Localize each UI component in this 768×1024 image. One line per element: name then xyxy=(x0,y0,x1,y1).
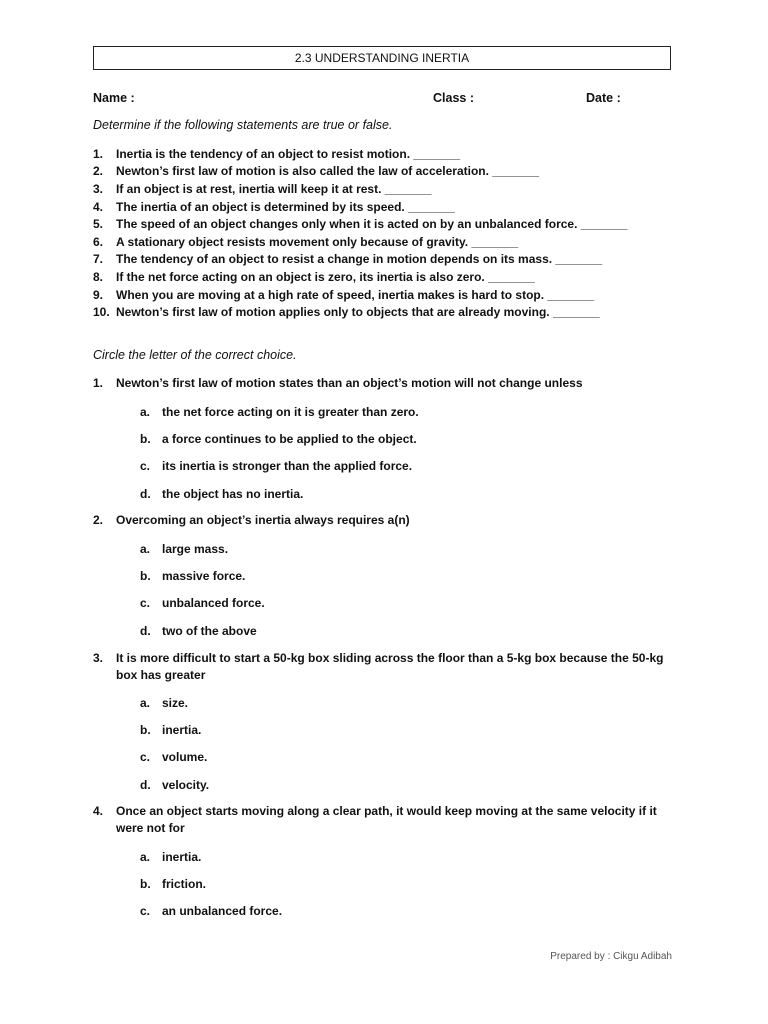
option-d[interactable] xyxy=(140,622,683,639)
item-number: 9. xyxy=(93,287,104,302)
statement-text: Newton’s first law of motion is also called the law of acceleration. _______ xyxy=(116,164,540,179)
statement-text: The tendency of an object to resist a change in motion depends on its mass. _______ xyxy=(116,252,603,267)
statement-text: The speed of an object changes only when it is acted on by an unbalanced force. _______ xyxy=(116,217,628,232)
list-item xyxy=(93,180,683,198)
option-a[interactable] xyxy=(140,694,683,711)
item-number: 2. xyxy=(93,164,104,179)
option-letter: a. xyxy=(140,541,151,556)
option-text: volume. xyxy=(162,749,208,764)
option-letter: d. xyxy=(140,486,151,501)
section1-instruction: Determine if the following statements are true or false. xyxy=(93,118,393,132)
statement-text: Inertia is the tendency of an object to resist motion. _______ xyxy=(116,146,461,161)
option-c[interactable] xyxy=(140,457,683,474)
item-number: 3. xyxy=(93,181,104,196)
option-a[interactable] xyxy=(140,403,683,420)
list-item xyxy=(93,303,683,321)
name-label: Name : xyxy=(93,91,135,105)
option-text: the object has no inertia. xyxy=(162,486,304,501)
item-number: 6. xyxy=(93,234,104,249)
option-text: the net force acting on it is greater than zero. xyxy=(162,404,419,419)
option-letter: d. xyxy=(140,777,151,792)
option-c[interactable] xyxy=(140,902,683,919)
option-letter: a. xyxy=(140,404,151,419)
option-a[interactable] xyxy=(140,540,683,557)
list-item xyxy=(93,251,683,269)
option-d[interactable] xyxy=(140,776,683,793)
item-number: 4. xyxy=(93,199,104,214)
option-letter: c. xyxy=(140,595,151,610)
option-b[interactable] xyxy=(140,875,683,892)
option-text: friction. xyxy=(162,876,206,891)
list-item xyxy=(93,286,683,304)
statement-text: When you are moving at a high rate of speed, inertia makes is hard to stop. _______ xyxy=(116,287,595,302)
question-number: 3. xyxy=(93,651,104,665)
option-letter: c. xyxy=(140,903,151,918)
option-text: large mass. xyxy=(162,541,229,556)
option-d[interactable] xyxy=(140,485,683,502)
option-text: inertia. xyxy=(162,722,202,737)
item-number: 5. xyxy=(93,217,104,232)
option-text: a force continues to be applied to the object. xyxy=(162,431,417,446)
question-4 xyxy=(93,803,683,837)
statement-text: The inertia of an object is determined by its speed. _______ xyxy=(116,199,455,214)
option-c[interactable] xyxy=(140,594,683,611)
option-b[interactable] xyxy=(140,721,683,738)
statement-text: Newton’s first law of motion applies only to objects that are already moving. _______ xyxy=(116,305,600,320)
option-letter: b. xyxy=(140,568,151,583)
list-item xyxy=(93,145,683,163)
list-item xyxy=(93,215,683,233)
list-item xyxy=(93,163,683,181)
item-number: 7. xyxy=(93,252,104,267)
list-item xyxy=(93,233,683,251)
option-text: velocity. xyxy=(162,777,210,792)
option-text: an unbalanced force. xyxy=(162,903,283,918)
option-b[interactable] xyxy=(140,567,683,584)
question-1 xyxy=(93,375,683,392)
statement-text: If the net force acting on an object is zero, its inertia is also zero. _______ xyxy=(116,269,535,284)
option-text: massive force. xyxy=(162,568,246,583)
list-item xyxy=(93,198,683,216)
option-letter: b. xyxy=(140,431,151,446)
question-number: 1. xyxy=(93,376,104,390)
option-text: size. xyxy=(162,695,189,710)
option-text: inertia. xyxy=(162,849,202,864)
question-text: Overcoming an object’s inertia always requires a(n) xyxy=(116,513,410,527)
prepared-by-footer: Prepared by : Cikgu Adibah xyxy=(550,951,672,962)
option-letter: a. xyxy=(140,849,151,864)
statement-text: A stationary object resists movement only because of gravity. _______ xyxy=(116,234,519,249)
question-number: 2. xyxy=(93,513,104,527)
question-2 xyxy=(93,512,683,529)
item-number: 8. xyxy=(93,269,104,284)
class-label: Class : xyxy=(433,91,474,105)
option-c[interactable] xyxy=(140,748,683,765)
question-text: Once an object starts moving along a clear path, it would keep moving at the same velocity if it were not for xyxy=(116,804,657,835)
item-number: 10. xyxy=(93,305,110,320)
question-text: It is more difficult to start a 50-kg box sliding across the floor than a 5-kg box because the 50-kg box has greater xyxy=(116,651,664,682)
option-text: its inertia is stronger than the applied force. xyxy=(162,458,413,473)
option-letter: b. xyxy=(140,722,151,737)
option-text: two of the above xyxy=(162,623,257,638)
list-item xyxy=(93,268,683,286)
question-text: Newton’s first law of motion states than an object’s motion will not change unless xyxy=(116,376,583,390)
section2-instruction: Circle the letter of the correct choice. xyxy=(93,348,297,362)
date-label: Date : xyxy=(586,91,621,105)
question-number: 4. xyxy=(93,804,104,818)
option-letter: b. xyxy=(140,876,151,891)
option-b[interactable] xyxy=(140,430,683,447)
statement-text: If an object is at rest, inertia will keep it at rest. _______ xyxy=(116,181,432,196)
option-letter: c. xyxy=(140,749,151,764)
worksheet-title: 2.3 UNDERSTANDING INERTIA xyxy=(93,46,671,70)
option-letter: a. xyxy=(140,695,151,710)
item-number: 1. xyxy=(93,146,104,161)
option-letter: d. xyxy=(140,623,151,638)
true-false-list xyxy=(93,145,683,321)
option-letter: c. xyxy=(140,458,151,473)
question-3 xyxy=(93,650,683,684)
option-a[interactable] xyxy=(140,848,683,865)
option-text: unbalanced force. xyxy=(162,595,265,610)
